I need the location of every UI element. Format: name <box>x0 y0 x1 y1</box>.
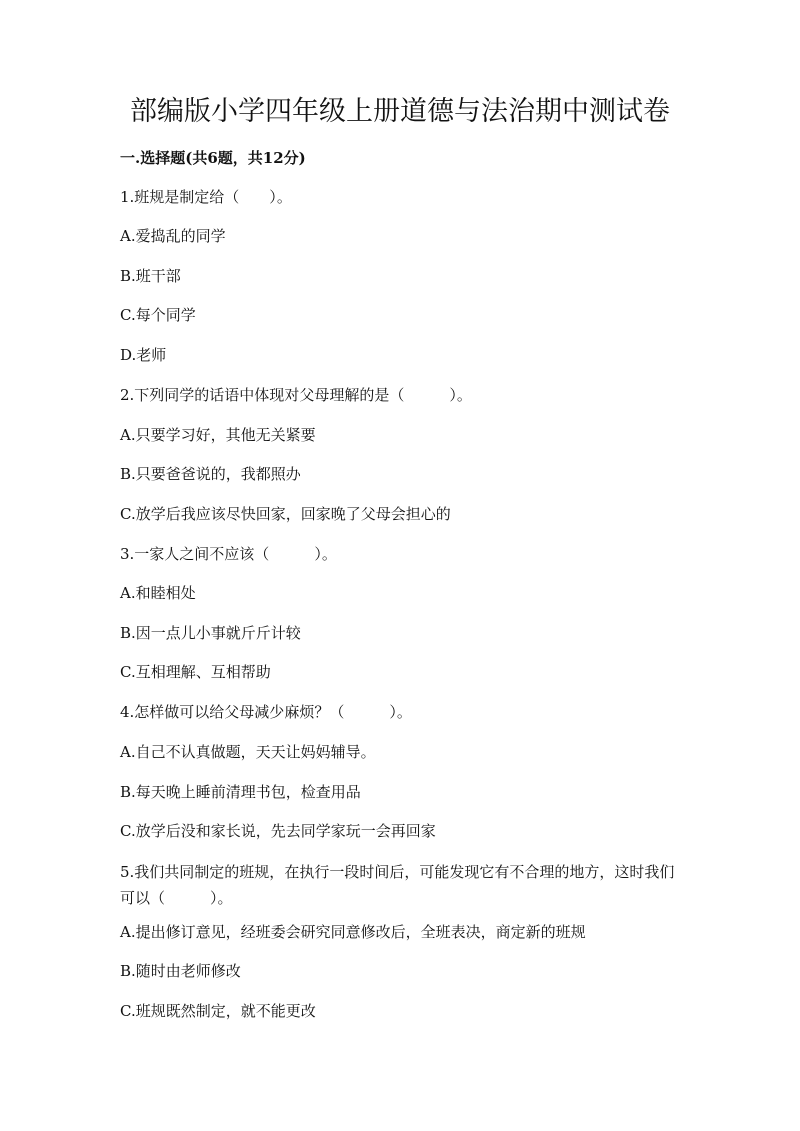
question-4-stem: 4.怎样做可以给父母减少麻烦？（ ）。 <box>120 703 412 721</box>
question-5-option-b: B.随时由老师修改 <box>120 962 241 980</box>
question-1-option-c: C.每个同学 <box>120 306 196 324</box>
question-3-option-b: B.因一点儿小事就斤斤计较 <box>120 624 301 642</box>
question-2-stem: 2.下列同学的话语中体现对父母理解的是（ ）。 <box>120 386 472 404</box>
question-4-option-b: B.每天晚上睡前清理书包，检查用品 <box>120 783 361 801</box>
question-2-option-b: B.只要爸爸说的，我都照办 <box>120 465 301 483</box>
question-4-option-c: C.放学后没和家长说，先去同学家玩一会再回家 <box>120 822 436 840</box>
question-3-option-c: C.互相理解、互相帮助 <box>120 663 271 681</box>
question-3-stem: 3.一家人之间不应该（ ）。 <box>120 545 337 563</box>
question-5-option-a: A.提出修订意见，经班委会研究同意修改后，全班表决，商定新的班规 <box>120 923 586 941</box>
question-5-stem: 5.我们共同制定的班规，在执行一段时间后，可能发现它有不合理的地方，这时我们可以（ ）。 <box>120 863 675 907</box>
question-4-option-a: A.自己不认真做题，天天让妈妈辅导。 <box>120 743 376 761</box>
question-1-option-d: D.老师 <box>120 346 167 364</box>
question-1-option-a: A.爱捣乱的同学 <box>120 227 226 245</box>
question-2-option-a: A.只要学习好，其他无关紧要 <box>120 426 316 444</box>
question-1-option-b: B.班干部 <box>120 267 181 285</box>
question-3-option-a: A.和睦相处 <box>120 584 196 602</box>
question-5-option-c: C.班规既然制定，就不能更改 <box>120 1002 316 1020</box>
question-2-option-c: C.放学后我应该尽快回家，回家晚了父母会担心的 <box>120 505 451 523</box>
section-heading: 一.选择题(共6题，共12分) <box>120 149 306 167</box>
page-title: 部编版小学四年级上册道德与法治期中测试卷 <box>130 96 670 127</box>
question-1-stem: 1.班规是制定给（ ）。 <box>120 188 292 206</box>
